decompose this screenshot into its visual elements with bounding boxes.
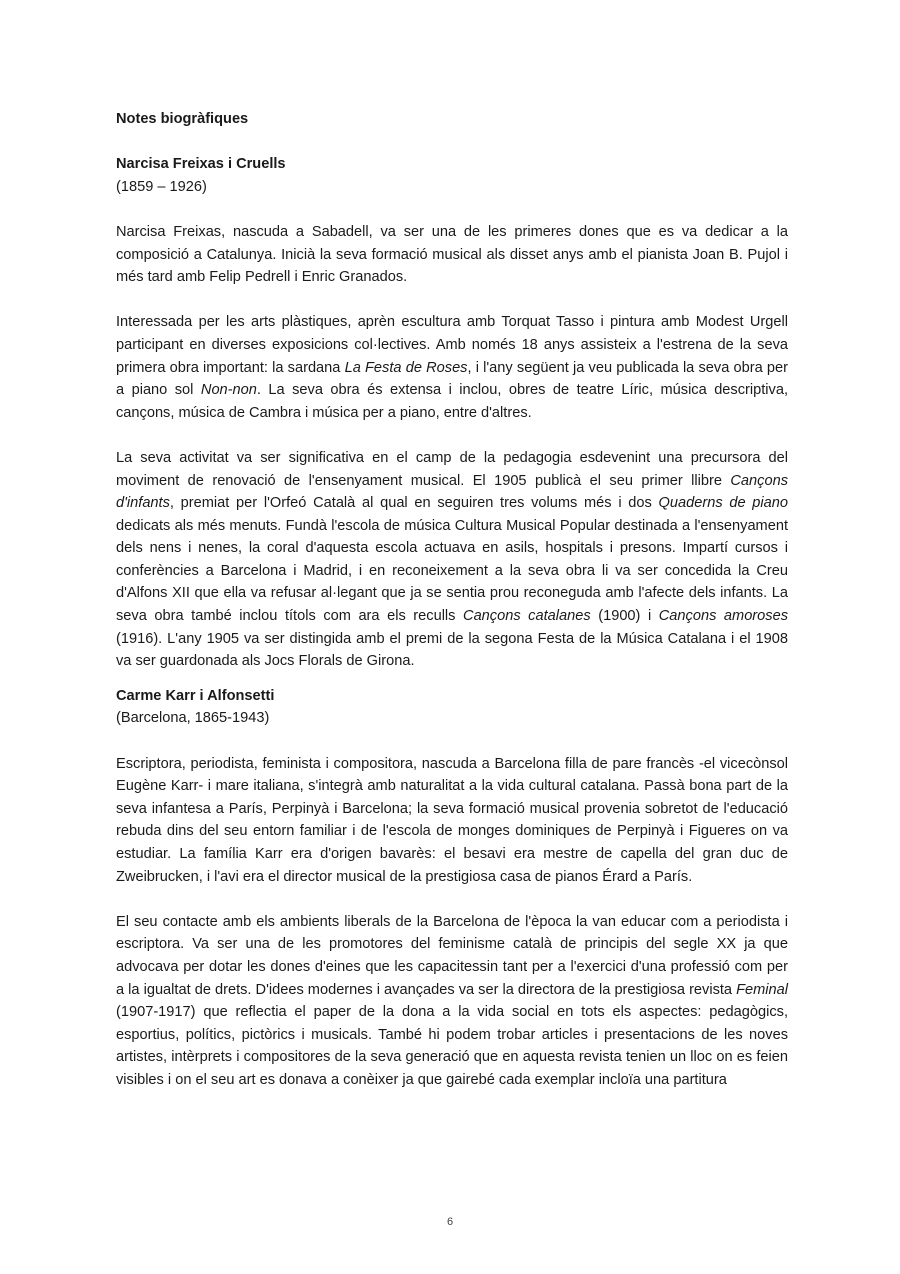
paragraph <box>116 911 788 1092</box>
paragraph <box>116 221 788 289</box>
text-run: (1916). L'any 1905 va ser distingida amb el premi de la segona Festa de la Música Catalana i el 1908 va ser guardonada als Jocs Florals de Girona. <box>116 630 788 670</box>
italic-title: Feminal <box>736 981 789 998</box>
italic-title: Non-non <box>200 382 257 399</box>
italic-title: Quaderns de piano <box>658 495 788 512</box>
italic-title: Cançons d'infants <box>116 472 788 512</box>
paragraph <box>116 447 788 673</box>
text-run: dedicats als més menuts. Fundà l'escola de música Cultura Musical Popular destinada a l'ensenyament dels nens i nenes, la coral d'aquesta escola actuava en asils, hospitals i presons. Impartí cursos i conferències a Barcelona i Madrid, i en reconeixement a la seva obra li va ser concedida la Creu d'Alfons XII que ella va refusar al·legant que ja se sentia prou reconeguda amb l'afecte dels infants. La seva obra també inclou títols com ara els reculls <box>116 517 788 625</box>
paragraph <box>116 753 788 889</box>
section-dates: (Barcelona, 1865-1943) <box>116 710 270 727</box>
text-run: La seva activitat va ser significativa en el camp de la pedagogia esdevenint una precursora del moviment de renovació de l'ensenyament musical. El 1905 publicà el seu primer llibre <box>116 449 788 489</box>
text-run: , premiat per l'Orfeó Català al qual en seguiren tres volums més i dos <box>169 495 659 512</box>
italic-title: Cançons catalanes <box>463 608 591 625</box>
bio-section-freixas <box>116 153 788 673</box>
bio-section-karr <box>116 685 788 1092</box>
paragraph <box>116 311 788 424</box>
section-dates: (1859 – 1926) <box>116 178 207 195</box>
text-run: , i l'any següent ja veu publicada la seva obra per a piano sol <box>116 359 788 399</box>
italic-title: La Festa de Roses <box>344 359 468 376</box>
text-run: Interessada per les arts plàstiques, aprèn escultura amb Torquat Tasso i pintura amb Modest Urgell participant en diverses exposicions col·lectives. Amb només 18 anys assisteix a l'estrena de la seva primera obra important: la sardana <box>116 314 788 376</box>
text-run: . La seva obra és extensa i inclou, obres de teatre Líric, música descriptiva, cançons, música de Cambra i música per a piano, entre d'altres. <box>116 382 789 421</box>
italic-title: Cançons amoroses <box>658 608 788 625</box>
section-heading: Carme Karr i Alfonsetti <box>116 687 275 704</box>
text-run: Narcisa Freixas, nascuda a Sabadell, va ser una de les primeres dones que es va dedicar a la composició a Catalunya. Inicià la seva formació musical als disset anys amb el pianista Joan B. Pujol i més tard amb Felip Pedrell i Enric Granados. <box>116 223 788 286</box>
text-run: El seu contacte amb els ambients liberals de la Barcelona de l'època la van educar com a periodista i escriptora. Va ser una de les promotores del feminisme català de principis del segle XX ja que advocava per dotar les dones d'eines que les capacitessin tant per a l'exercici d'una professió com per a la igualtat de drets. D'idees modernes i avançades va ser la directora de la prestigiosa revista <box>116 913 788 998</box>
text-run: Escriptora, periodista, feminista i compositora, nascuda a Barcelona filla de pare francès -el vicecònsol Eugène Karr- i mare italiana, s'integrà amb naturalitat a la vida cultural catalana. Passà bona part de la seva infantesa a París, Perpinyà i Barcelona; la seva formació musical provenia sobretot de l'educació rebuda dins del seu entorn familiar i de l'escola de monges dominiques de Perpinyà i Figueres on va estudiar. La família Karr era d'origen bavarès: el besavi era mestre de capella del gran duc de Zweibrucken, i l'avi era el director musical de la prestigiosa casa de pianos Érard a París. <box>116 755 788 885</box>
text-run: (1907-1917) que reflectia el paper de la dona a la vida social en tots els aspectes: pedagògics, esportius, polítics, pictòrics i musicals. També hi podem trobar articles i presentacions de les noves artistes, intèrprets i compositores de la seva generació que en aquesta revista tenien un lloc on es feien visibles i on el seu art es donava a conèixer ja que gairebé cada exemplar incloïa una partitura <box>116 1004 788 1088</box>
page-content <box>116 108 788 1092</box>
page-number: 6 <box>446 1216 454 1228</box>
page-title: Notes biogràfiques <box>116 111 249 127</box>
text-run: (1900) i <box>590 608 659 625</box>
section-heading: Narcisa Freixas i Cruells <box>116 156 286 173</box>
